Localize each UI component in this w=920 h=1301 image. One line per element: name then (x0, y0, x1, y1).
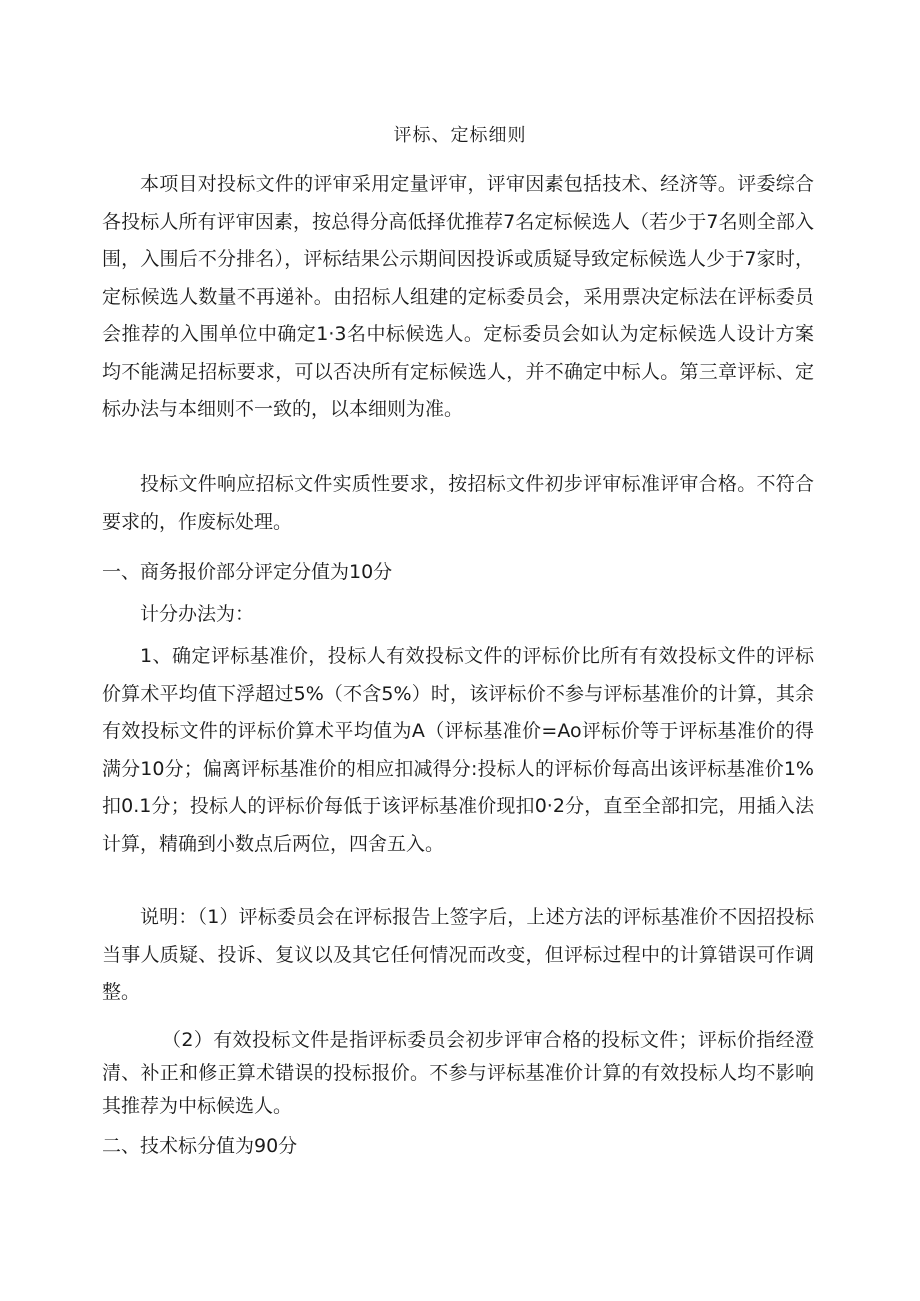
section-2-heading: 二、技术标分值为90分 (102, 1135, 298, 1157)
document-title: 评标、定标细则 (393, 125, 527, 146)
scoring-method-heading: 计分办法为： (140, 603, 255, 625)
compliance-paragraph: 投标文件响应招标文件实质性要求，按招标文件初步评审标准评审合格。不符合要求的，作废标处理。 (102, 473, 814, 533)
intro-paragraph: 本项目对投标文件的评审采用定量评审，评审因素包括技术、经济等。评委综合各投标人所有评审因素，按总得分高低择优推荐7名定标候选人（若少于7名则全部入围，入围后不分排名），评标结果公示期间因投诉或质疑导致定标候选人少于7家时，定标候选人数量不再递补。由招标人组建的定标委员会，采用票决定标法在评标委员会推荐的入围单位中确定1·3名中标候选人。定标委员会如认为定标候选人设计方案均不能满足招标要求，可以否决所有定标候选人，并不确定中标人。第三章评标、定标办法与本细则不一致的，以本细则为准。 (102, 173, 814, 420)
note-1: 说明：（1）评标委员会在评标报告上签字后，上述方法的评标基准价不因招投标当事人质疑、投诉、复议以及其它任何情况而改变，但评标过程中的计算错误可作调整。 (102, 906, 814, 1003)
scoring-rule-1: 1、确定评标基准价，投标人有效投标文件的评标价比所有有效投标文件的评标价算术平均值下浮超过5%（不含5%）时，该评标价不参与评标基准价的计算，其余有效投标文件的评标价算术平均值为A（评标基准价=Ao评标价等于评标基准价的得满分10分；偏离评标基准价的相应扣减得分:投标人的评标价每高出该评标基准价1%扣0.1分；投标人的评标价每低于该评标基准价现扣0·2分，直至全部扣完，用插入法计算，精确到小数点后两位，四舍五入。 (102, 645, 814, 855)
section-1-heading: 一、商务报价部分评定分值为10分 (102, 561, 393, 583)
note-2: （2）有效投标文件是指评标委员会初步评审合格的投标文件；评标价指经澄清、补正和修正算术错误的投标报价。不参与评标基准价计算的有效投标人均不影响其推荐为中标候选人。 (102, 1029, 814, 1117)
